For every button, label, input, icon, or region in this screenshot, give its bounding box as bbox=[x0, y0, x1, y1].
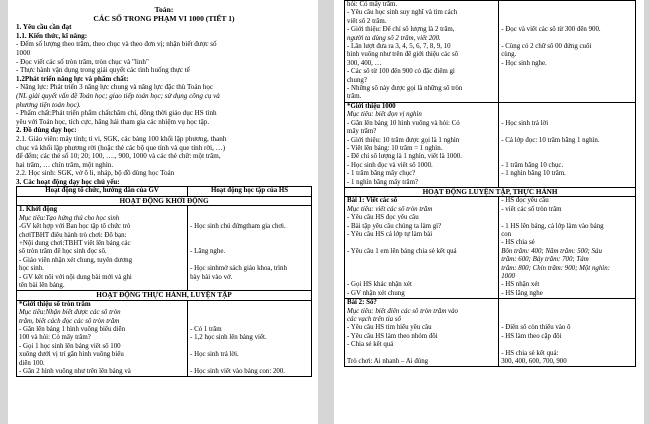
text-line: 1.1. Kiến thức, kĩ năng: bbox=[16, 31, 88, 40]
student-column-header: Hoạt động học tập của HS bbox=[188, 187, 312, 196]
text-line: 1.2Phát triển năng lực và phẩm chất: bbox=[16, 74, 129, 83]
text-line: - Điền số còn thiếu vào ô bbox=[501, 324, 571, 332]
text-line bbox=[501, 18, 633, 26]
text-line: (NL giải quyết vấn đề Toán học; giao tiếp toán học; sử dụng công cụ và bbox=[16, 91, 220, 100]
text-line: 2. Đồ dùng dạy học: bbox=[16, 126, 77, 135]
text-line: - Học sinh đọc và viết số 1000. bbox=[347, 161, 433, 169]
text-line: - HS làm theo cặp đôi bbox=[501, 332, 562, 340]
warmup-student-cell bbox=[188, 206, 312, 291]
thousand-student-cell bbox=[499, 102, 636, 187]
document-page-left bbox=[8, 0, 318, 424]
text-line: - Gắn lên bảng 10 hình vuông và hỏi: Có bbox=[347, 119, 460, 127]
text-line bbox=[501, 308, 633, 316]
text-line: - Giới thiệu: Để chỉ số lượng là 2 trăm, bbox=[347, 26, 455, 34]
text-line: trăm. bbox=[347, 93, 362, 101]
text-line: - Học sinh viết vào bảng con: 200. bbox=[190, 368, 286, 375]
text-line: 1000 bbox=[16, 48, 31, 57]
text-line: - Yêu cầu HS đọc yêu cầu bbox=[347, 214, 419, 222]
text-line: học sinh. bbox=[19, 265, 44, 273]
text-line: Mục tiêu: biết điền các số tròn trăm vào bbox=[347, 307, 458, 315]
text-line: mấy trăm? bbox=[347, 128, 377, 136]
text-line: - 1 HS lên bảng, cả lớp làm vào bảng bbox=[501, 222, 604, 230]
text-line bbox=[347, 256, 496, 264]
text-line: chơiTBHT điều hành trò chơi: Đố bạn: bbox=[19, 231, 127, 239]
text-line: để đếm; các thẻ số 10; 20; 100, …., 900, 1000 và các thẻ chữ: một trăm, bbox=[16, 152, 221, 161]
text-line: - viết các số tròn trăm bbox=[501, 205, 562, 213]
text-line: trăm: 800; Chín trăm: 900; Một nghìn: bbox=[501, 264, 610, 272]
text-line: diễn 100. bbox=[19, 359, 45, 367]
text-line: - Gọi HS khác nhận xét bbox=[347, 281, 412, 289]
text-line: 100 và hỏi: Có mấy trăm? bbox=[19, 334, 91, 342]
section-row bbox=[17, 291, 312, 300]
text-line: - GV kết nối với nội dung bài mới và ghi bbox=[19, 273, 132, 281]
table-row bbox=[17, 206, 312, 291]
text-line: Bài 1: Viết các số bbox=[347, 197, 398, 205]
activity-table-continued bbox=[344, 0, 636, 367]
text-line: - Thực hành vận dụng trong giải quyết các tình huống thực tế bbox=[16, 66, 190, 75]
text-line: - 1,2 học sinh lên bảng viết. bbox=[190, 334, 267, 342]
text-line: hai trăm, … chín trăm, một nghìn. bbox=[16, 160, 114, 169]
lesson-objectives bbox=[16, 23, 312, 186]
section-title-exercises: HOẠT ĐỘNG LUYỆN TẬP, THỰC HÀNH bbox=[345, 187, 636, 196]
lesson-subject: Toán: bbox=[154, 5, 174, 14]
text-line: - GV nhận xét chung bbox=[347, 289, 405, 297]
table-row bbox=[17, 300, 312, 377]
text-line: - HS đọc yêu cầu bbox=[501, 197, 549, 205]
text-line: hình vuông như trên để giới thiệu các số bbox=[347, 51, 459, 59]
text-line: 1000 bbox=[501, 273, 515, 280]
table-row bbox=[345, 299, 636, 367]
text-line: Trò chơi: Ai nhanh – Ai đúng bbox=[347, 358, 429, 366]
text-line: - Lần lượt đưa ra 3, 4, 5, 6, 7, 8, 9, 10 bbox=[347, 43, 451, 51]
text-line bbox=[190, 343, 309, 351]
text-line: chung? bbox=[347, 76, 367, 84]
text-line: - Đếm số lượng theo trăm, theo chục và theo đơn vị; nhận biết được số bbox=[16, 40, 217, 49]
text-line: 3. Các hoạt động dạy học chủ yếu: bbox=[16, 177, 120, 186]
text-line bbox=[190, 301, 309, 309]
hundreds-teacher-cell bbox=[345, 1, 499, 103]
activity-table bbox=[16, 186, 312, 377]
text-line bbox=[501, 153, 633, 161]
text-line: - Yêu cầu 1 em lên bảng chia sẻ kết quả bbox=[347, 247, 457, 255]
text-line bbox=[190, 232, 309, 240]
text-line: - Yêu cầu HS làm theo nhóm đôi bbox=[347, 332, 438, 340]
text-line: 2.1. Giáo viên: máy tính; ti vi, SGK, các bảng 100 khối lập phương, thanh bbox=[16, 134, 227, 143]
practice-student-cell bbox=[188, 300, 312, 377]
text-line bbox=[501, 145, 633, 153]
table-row bbox=[345, 1, 636, 103]
text-line: - 1 trăm bằng 10 chục. bbox=[501, 161, 564, 169]
text-line: - Gắn 2 hình vuông như trên lên bảng và bbox=[19, 368, 131, 375]
text-line: - Phẩm chất:Phát triển phẩm chấtchăm chỉ, đồng thời giáo dục HS tình bbox=[16, 109, 217, 118]
text-line: - Bài tập yêu cầu chúng ta làm gì? bbox=[347, 222, 442, 230]
text-line: - Yêu cầu học sinh suy nghĩ và tìm cách bbox=[347, 9, 458, 17]
text-line: - Gọi 1 học sinh lên bảng viết số 100 bbox=[19, 342, 121, 350]
text-line bbox=[501, 341, 633, 349]
text-line: - Học sinh chú đứngtham gia chơi. bbox=[190, 223, 286, 231]
text-line: - Lắng nghe. bbox=[190, 248, 226, 256]
exercise-2-teacher-cell bbox=[345, 299, 499, 367]
table-header-row bbox=[17, 187, 312, 196]
text-line bbox=[190, 206, 309, 214]
text-line bbox=[501, 1, 633, 9]
text-line: người ta dùng số 2 trăm, viết 200. bbox=[347, 34, 441, 42]
text-line: các vạch trên tia số bbox=[347, 316, 401, 324]
text-line: xuống dưới vị trí gắn hình vuông biểu bbox=[19, 351, 124, 359]
text-line: - Cả lớp đọc: 10 trăm bằng 1 nghìn. bbox=[501, 136, 600, 144]
text-line: - Đọc và viết các số từ 300 đến 900. bbox=[501, 26, 601, 34]
text-line: - Học sinhmở sách giáo khoa, trình bbox=[190, 265, 287, 273]
text-line: - HS lắng nghe bbox=[501, 289, 543, 297]
text-line: Bài 2: Số? bbox=[347, 299, 377, 307]
text-line: - Yêu cầu HS tìm hiểu yêu cầu bbox=[347, 324, 432, 332]
text-line: 300, 400, 600, 700, 900 bbox=[501, 358, 567, 366]
text-line: Mục tiêu: biết đọn vị nghìn bbox=[347, 111, 422, 119]
text-line bbox=[347, 265, 496, 273]
text-line: - Chia sẻ kết quả bbox=[347, 341, 394, 349]
text-line: Mục tiêu: viết các số tròn trăm bbox=[347, 205, 433, 213]
text-line: - 1 nghìn bằng 10 trăm. bbox=[501, 170, 566, 178]
hundreds-student-cell bbox=[499, 1, 636, 103]
text-line: - Học sinh trả lời. bbox=[190, 351, 239, 359]
text-line: Mục tiêu:Tạo hứng thú cho học sinh bbox=[19, 214, 120, 222]
section-row bbox=[17, 196, 312, 205]
exercise-1-teacher-cell bbox=[345, 197, 499, 299]
text-line: Bốn trăm: 400; Năm trăm: 500; Sáu bbox=[501, 247, 602, 255]
text-line bbox=[347, 239, 496, 247]
text-line: - Đọc viết các số tròn trăm, tròn chục và "linh" bbox=[16, 57, 149, 66]
text-line: - Cùng có 2 chữ số 00 đứng cuối bbox=[501, 43, 592, 51]
exercise-1-student-cell bbox=[499, 197, 636, 299]
text-line: *Giới thiệu 1000 bbox=[347, 102, 396, 110]
text-line: trăm, biết cách đọc các số tròn trăm bbox=[19, 317, 120, 325]
text-line: *Giới thiệu số tròn trăm bbox=[19, 300, 91, 308]
text-line bbox=[501, 299, 633, 307]
text-line: - Những số này được gọi là những số tròn bbox=[347, 85, 463, 93]
text-line: trăm: 600; Bảy trăm: 700; Tám bbox=[501, 256, 589, 264]
text-line: - Gắn lên bảng 1 hình vuông biểu diễn bbox=[19, 325, 126, 333]
text-line: - HS chia sẻ bbox=[501, 239, 535, 247]
text-line: 300, 400, … bbox=[347, 59, 382, 67]
text-line bbox=[190, 257, 309, 265]
text-line: con bbox=[501, 230, 512, 238]
text-line: phương tiện toán học). bbox=[16, 100, 81, 109]
text-line: yêu với Toán học, tích cực, hăng hái tham gia các nhiệm vụ học tập. bbox=[16, 117, 210, 126]
text-line: tên bài lên bảng. bbox=[19, 281, 65, 289]
text-line: - Học sinh nghe. bbox=[501, 59, 547, 67]
text-line bbox=[190, 215, 309, 223]
exercise-2-student-cell bbox=[499, 299, 636, 367]
text-line bbox=[190, 240, 309, 248]
text-line: hỏi: Có mấy trăm. bbox=[347, 1, 398, 8]
section-title-warmup: HOẠT ĐỘNG KHỞI ĐỘNG bbox=[17, 196, 312, 205]
text-line: - 1 trăm bằng mấy chục? bbox=[347, 170, 416, 178]
text-line: cùng. bbox=[501, 51, 517, 59]
text-line bbox=[501, 35, 633, 43]
text-line: Mục tiêu:Nhận biết được các số tròn bbox=[19, 309, 121, 317]
text-line: chục và khối lập phương rời (hoặc thẻ các bộ que tính và que tính rời, …) bbox=[16, 143, 226, 152]
text-line: - HS chia sẻ kết quả: bbox=[501, 349, 559, 357]
text-line: - Năng lực: Phát triển 3 năng lực chung và năng lực đặc thù Toán học bbox=[16, 83, 214, 92]
table-row bbox=[345, 197, 636, 299]
text-line bbox=[190, 360, 309, 368]
text-line: số tròn trăm để học sinh đọc số. bbox=[19, 248, 107, 256]
text-line: -GV kết hợp với Ban học tập tổ chức trò bbox=[19, 223, 131, 231]
text-line bbox=[347, 350, 496, 358]
text-line bbox=[347, 273, 496, 281]
section-row bbox=[345, 187, 636, 196]
table-row bbox=[345, 102, 636, 187]
text-line: - Học sinh trả lời bbox=[501, 119, 549, 127]
text-line bbox=[501, 128, 633, 136]
text-line: - Các số từ 100 đến 900 có đặc điểm gì bbox=[347, 68, 455, 76]
text-line: viết số 2 trăm. bbox=[347, 17, 387, 25]
text-line: - Giáo viên nhận xét chung, tuyên dương bbox=[19, 256, 133, 264]
text-line bbox=[190, 318, 309, 326]
text-line: +Nội dung chơi:TBHT viết lên bảng các bbox=[19, 239, 131, 247]
text-line: - 1 nghìn bằng mấy trăm? bbox=[347, 178, 418, 186]
text-line: 1. Khởi động bbox=[19, 206, 58, 214]
text-line bbox=[501, 9, 633, 17]
practice-teacher-cell bbox=[17, 300, 188, 377]
section-title-practice: HOẠT ĐỘNG THỰC HÀNH, LUYỆN TẬP bbox=[17, 291, 312, 300]
text-line bbox=[190, 309, 309, 317]
thousand-teacher-cell bbox=[345, 102, 499, 187]
teacher-column-header: Hoạt động tổ chức, hướng dẫn của GV bbox=[17, 187, 188, 196]
text-line: bày bài vào vở. bbox=[190, 273, 233, 281]
document-page-right bbox=[334, 0, 644, 424]
lesson-title: CÁC SỐ TRONG PHẠM VI 1000 (TIẾT 1) bbox=[93, 13, 235, 23]
text-line: 1. Yêu cầu cần đạt bbox=[16, 23, 72, 32]
text-line: - HS nhận xét bbox=[501, 281, 540, 289]
text-line: - Có 1 trăm bbox=[190, 325, 222, 333]
text-line: - Viết lên bảng: 10 trăm = 1 nghìn. bbox=[347, 144, 443, 152]
text-line: - Để chỉ số lượng là 1 nghìn, viết là 1000. bbox=[347, 153, 462, 161]
text-line: 2.2. Học sinh: SGK, vở ô li, nháp, bộ đồ dùng học Toán bbox=[16, 169, 175, 178]
warmup-teacher-cell bbox=[17, 206, 188, 291]
text-line bbox=[501, 214, 633, 222]
text-line: - Yêu cầu HS cả lớp tự làm bài bbox=[347, 230, 433, 238]
text-line bbox=[501, 103, 633, 111]
text-line bbox=[501, 316, 633, 324]
text-line: - Giới thiệu: 10 trăm được gọi là 1 nghìn bbox=[347, 136, 460, 144]
text-line bbox=[501, 111, 633, 119]
